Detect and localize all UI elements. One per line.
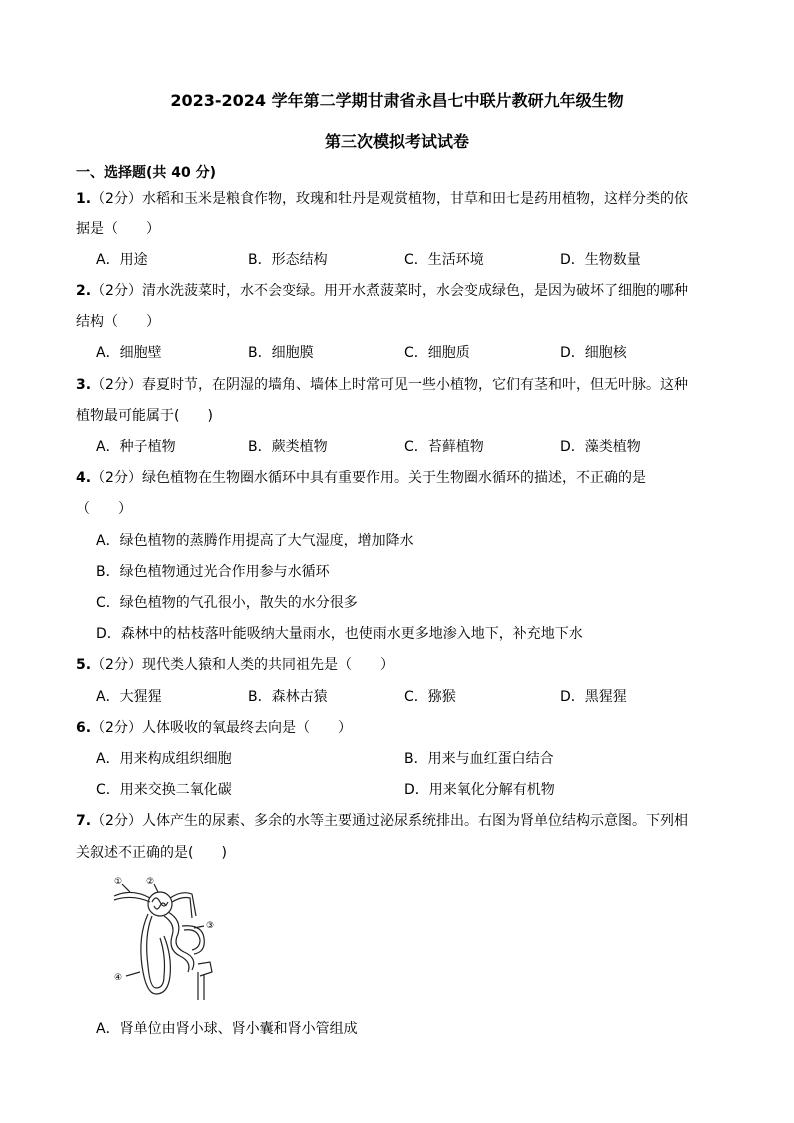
question-number: 6. <box>76 720 92 736</box>
question-number: 5. <box>76 657 92 673</box>
page-title: 2023-2024 学年第二学期甘肃省永昌七中联片教研九年级生物 <box>170 91 624 110</box>
question-number: 1. <box>76 191 92 207</box>
page-subtitle: 第三次模拟考试试卷 <box>324 132 469 151</box>
option-c: C．猕猴 <box>404 689 456 705</box>
option-b: B．蕨类植物 <box>248 439 328 455</box>
question-1-line-1 <box>76 188 726 208</box>
question-4-line-1 <box>76 467 726 487</box>
question-3-line-2: 植物最可能属于( ) <box>76 408 213 424</box>
question-6-line-1 <box>76 717 726 737</box>
option-a: A．用来构成组织细胞 <box>96 751 232 767</box>
option-b: B．细胞膜 <box>248 345 314 361</box>
question-2-line-1 <box>76 280 726 300</box>
efferent-arteriole <box>170 893 196 916</box>
option-b: B．绿色植物通过光合作用参与水循环 <box>96 564 330 580</box>
figure-label-3: ③ <box>206 921 215 931</box>
question-text: （2分）水稻和玉米是粮食作物，玫瑰和牡丹是观赏植物，甘草和田七是药用植物，这样分类的依 <box>91 191 688 207</box>
question-5-line-1 <box>76 654 726 674</box>
renal-tubule <box>168 912 194 970</box>
question-text: （2分）人体产生的尿素、多余的水等主要通过泌尿系统排出。右图为肾单位结构示意图。下列相 <box>91 813 688 829</box>
loop-of-henle <box>141 914 171 994</box>
question-text: （2分）春夏时节，在阴湿的墙角、墙体上时常可见一些小植物，它们有茎和叶，但无叶脉。这种 <box>91 377 688 393</box>
figure-label-1: ① <box>114 877 123 887</box>
question-text: （2分）现代类人猿和人类的共同祖先是（ ） <box>91 657 394 673</box>
collecting-duct <box>198 962 212 976</box>
option-c: C．苔藓植物 <box>404 439 484 455</box>
option-a: A．细胞壁 <box>96 345 162 361</box>
option-a: A．种子植物 <box>96 439 176 455</box>
nephron-diagram <box>112 876 222 1006</box>
option-b: B．用来与血红蛋白结合 <box>404 751 554 767</box>
option-d: D．用来氧化分解有机物 <box>404 782 555 798</box>
option-a: A．肾单位由肾小球、肾小囊和肾小管组成 <box>96 1021 358 1037</box>
option-c: C．用来交换二氧化碳 <box>96 782 232 798</box>
question-number: 7. <box>76 813 92 829</box>
question-number: 3. <box>76 377 92 393</box>
question-text: （2分）清水洗菠菜时，水不会变绿。用开水煮菠菜时，水会变成绿色，是因为破坏了细胞的哪种 <box>91 283 688 299</box>
option-c: C．绿色植物的气孔很小，散失的水分很多 <box>96 595 358 611</box>
question-7-line-2: 关叙述不正确的是( ) <box>76 845 227 861</box>
question-1-line-2: 据是（ ） <box>76 221 160 237</box>
option-d: D．森林中的枯枝落叶能吸纳大量雨水，也使雨水更多地渗入地下，补充地下水 <box>96 626 583 642</box>
question-4-line-2: （ ） <box>76 501 132 517</box>
question-text: （2分）绿色植物在生物圈水循环中具有重要作用。关于生物圈水循环的描述，不正确的是 <box>91 470 646 486</box>
question-7-line-1 <box>76 810 726 830</box>
option-c: C．细胞质 <box>404 345 470 361</box>
option-d: D．黑猩猩 <box>560 689 627 705</box>
option-d: D．细胞核 <box>560 345 627 361</box>
option-a: A．用途 <box>96 252 148 268</box>
question-text: （2分）人体吸收的氧最终去向是（ ） <box>91 720 352 736</box>
option-b: B．形态结构 <box>248 252 328 268</box>
question-number: 2. <box>76 283 92 299</box>
option-c: C．生活环境 <box>404 252 484 268</box>
section-heading: 一、选择题(共 40 分) <box>76 165 217 181</box>
figure-label-4: ④ <box>114 973 123 983</box>
question-number: 4. <box>76 470 92 486</box>
option-d: D．藻类植物 <box>560 439 641 455</box>
question-3-line-1 <box>76 374 726 394</box>
option-d: D．生物数量 <box>560 252 641 268</box>
question-2-line-2: 结构（ ） <box>76 314 160 330</box>
option-b: B．森林古猿 <box>248 689 328 705</box>
option-a: A．绿色植物的蒸腾作用提高了大气湿度，增加降水 <box>96 533 414 549</box>
option-a: A．大猩猩 <box>96 689 162 705</box>
figure-label-2: ② <box>146 877 155 887</box>
